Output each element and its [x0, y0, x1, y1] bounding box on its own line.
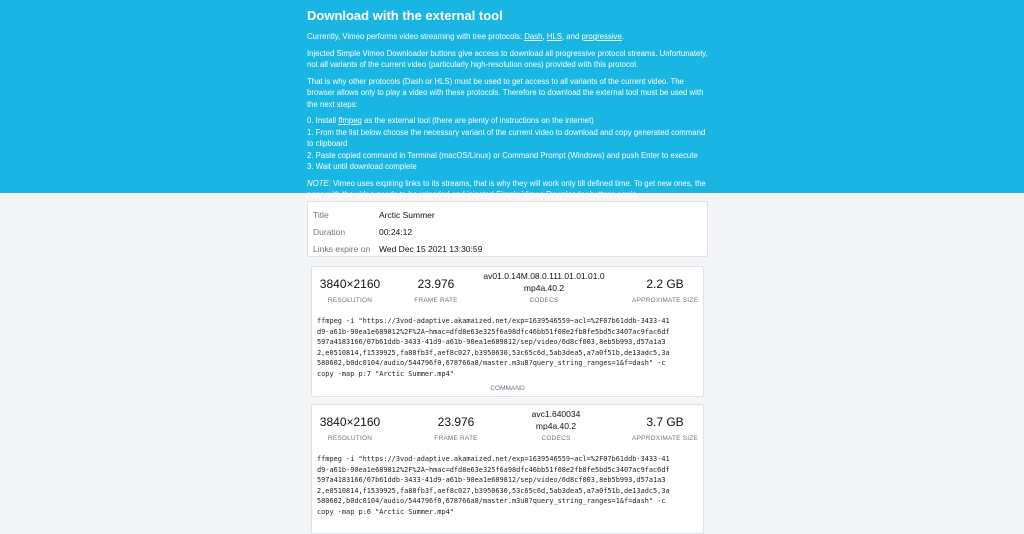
variant-stats: [312, 267, 703, 311]
video-info-card: [307, 201, 708, 257]
frame-rate-stat: [424, 415, 488, 442]
ffmpeg-command[interactable]: ffmpeg -i "https://3vod-adaptive.akamaized.net/exp=1639546559~acl=%2F07b61ddb-3433-41 d9-a61b-90ea1e689812%2F%2A~hmac=dfd8e63e325f6a98dfc46bb51f08e2fb8fe5bd5c3407ac9fac6df 597a4183166/07b61ddb-3433-41d9-a61b-90ea1e689812/sep/video/6d8cf003,8eb5b993,d57a1a3 2,e0510814,f1539925,fa88fb3f,aef8c027,b3950630,53c65c6d,5ab3dea5,a7a0f51b,de13adc5,3a 580602,b0dc0104/audio/544796f0,678766a8/master.m3u8?query_string_ranges=1&f=dash" -c copy -map p:6 "Arctic Summer.mp4": [317, 455, 670, 516]
step-0: [307, 115, 709, 127]
separator: ,: [542, 32, 547, 41]
banner-title: Download with the external tool: [307, 8, 503, 23]
period: .: [621, 32, 624, 41]
step-3: 3. Wait until download complete: [307, 162, 417, 171]
links-expire: Wed Dec 15 2021 13:30:59: [379, 243, 483, 254]
audio-codec: mp4a.40.2: [535, 421, 577, 431]
video-codec: avc1.640034: [531, 409, 581, 419]
steps-list: [307, 115, 1024, 173]
size-stat: [628, 277, 702, 304]
frame-rate-value: 23.976: [437, 415, 475, 429]
note-label: NOTE:: [307, 178, 331, 188]
ffmpeg-link[interactable]: ffmpeg: [338, 116, 362, 125]
frame-rate-stat: [404, 277, 468, 304]
info-row-title: [313, 206, 702, 223]
note-text: Vimeo uses expiring links to its streams, that is why they will work only till defined time. To get new ones, the page with the video needs to be reloaded and injected Simple Vimeo Downloader buttons again.: [307, 178, 706, 199]
resolution-value: 3840×2160: [319, 277, 381, 291]
hls-link[interactable]: HLS: [546, 32, 562, 41]
progressive-link[interactable]: progressive: [581, 32, 622, 41]
command-label: COMMAND: [490, 384, 525, 392]
step-0-prefix: 0. Install: [307, 116, 339, 125]
info-key: Duration: [313, 226, 346, 237]
frame-rate-label: FRAME RATE: [434, 435, 478, 442]
resolution-stat: [314, 415, 386, 442]
step-0-suffix: as the external tool (there are plenty of instructions on the internet): [361, 116, 594, 125]
other-protocols-paragraph: That is why other protocols (Dash or HLS) must be used to get access to all variants of the current video. The browser allows only to play a video with these protocols. Therefore to download the external tool must be used with the next steps:: [307, 76, 704, 109]
codecs-stat: [478, 270, 610, 304]
frame-rate-label: FRAME RATE: [414, 297, 458, 304]
audio-codec: mp4a.40.2: [523, 283, 565, 293]
size-label: APPROXIMATE SIZE: [632, 435, 698, 442]
video-title: Arctic Summer: [379, 209, 435, 220]
info-row-duration: [313, 223, 702, 240]
size-value: 2.2 GB: [646, 277, 684, 291]
step-2: 2. Paste copied command in Terminal (macOS/Linux) or Command Prompt (Windows) and push Enter to execute: [307, 150, 698, 160]
variant-card[interactable]: [311, 404, 704, 534]
dash-link[interactable]: Dash: [524, 32, 543, 41]
size-label: APPROXIMATE SIZE: [632, 297, 698, 304]
variant-card[interactable]: [311, 266, 704, 397]
info-row-expire: [313, 240, 702, 257]
protocols-text: Currently, Vimeo performs video streaming with tree protocols:: [307, 32, 525, 41]
size-stat: [628, 415, 702, 442]
resolution-label: RESOLUTION: [327, 435, 373, 442]
protocols-paragraph: [307, 31, 709, 43]
variant-stats: [312, 405, 703, 449]
separator: , and: [561, 32, 582, 41]
frame-rate-value: 23.976: [417, 277, 455, 291]
info-key: Title: [313, 209, 329, 220]
video-codec: av01.0.14M.08.0.111.01.01.01.0: [483, 271, 605, 281]
video-duration: 00:24:12: [379, 226, 413, 237]
resolution-label: RESOLUTION: [327, 297, 373, 304]
injected-buttons-paragraph: Injected Simple Vimeo Downloader buttons give access to download all progressive protocol streams. Unfortunately, not all variants of the current video (particularly high-resolution ones) provided with this protocol.: [307, 48, 708, 69]
size-value: 3.7 GB: [646, 415, 684, 429]
info-key: Links expire on: [313, 243, 371, 254]
ffmpeg-command[interactable]: ffmpeg -i "https://3vod-adaptive.akamaized.net/exp=1639546559~acl=%2F07b61ddb-3433-41 d9-a61b-90ea1e689812%2F%2A~hmac=dfd8e63e325f6a98dfc46bb51f08e2fb8fe5bd5c3407ac9fac6df 597a4183166/07b61ddb-3433-41d9-a61b-90ea1e689812/sep/video/6d8cf003,8eb5b993,d57a1a3 2,e0510814,f1539925,fa88fb3f,aef8c027,b3950630,53c65c6d,5ab3dea5,a7a0f51b,de13adc5,3a 580602,b0dc0104/audio/544796f0,678766a8/master.m3u8?query_string_ranges=1&f=dash" -c copy -map p:7 "Arctic Summer.mp4": [317, 317, 670, 378]
note-paragraph: [307, 178, 709, 201]
resolution-value: 3840×2160: [319, 415, 381, 429]
codecs-label: CODECS: [541, 435, 571, 442]
resolution-stat: [314, 277, 386, 304]
step-1: 1. From the list below choose the necessary variant of the current video to download and copy generated command to clipboard: [307, 127, 706, 148]
instructions-banner: [0, 0, 1024, 199]
codecs-stat: [508, 408, 604, 442]
codecs-label: CODECS: [529, 297, 559, 304]
